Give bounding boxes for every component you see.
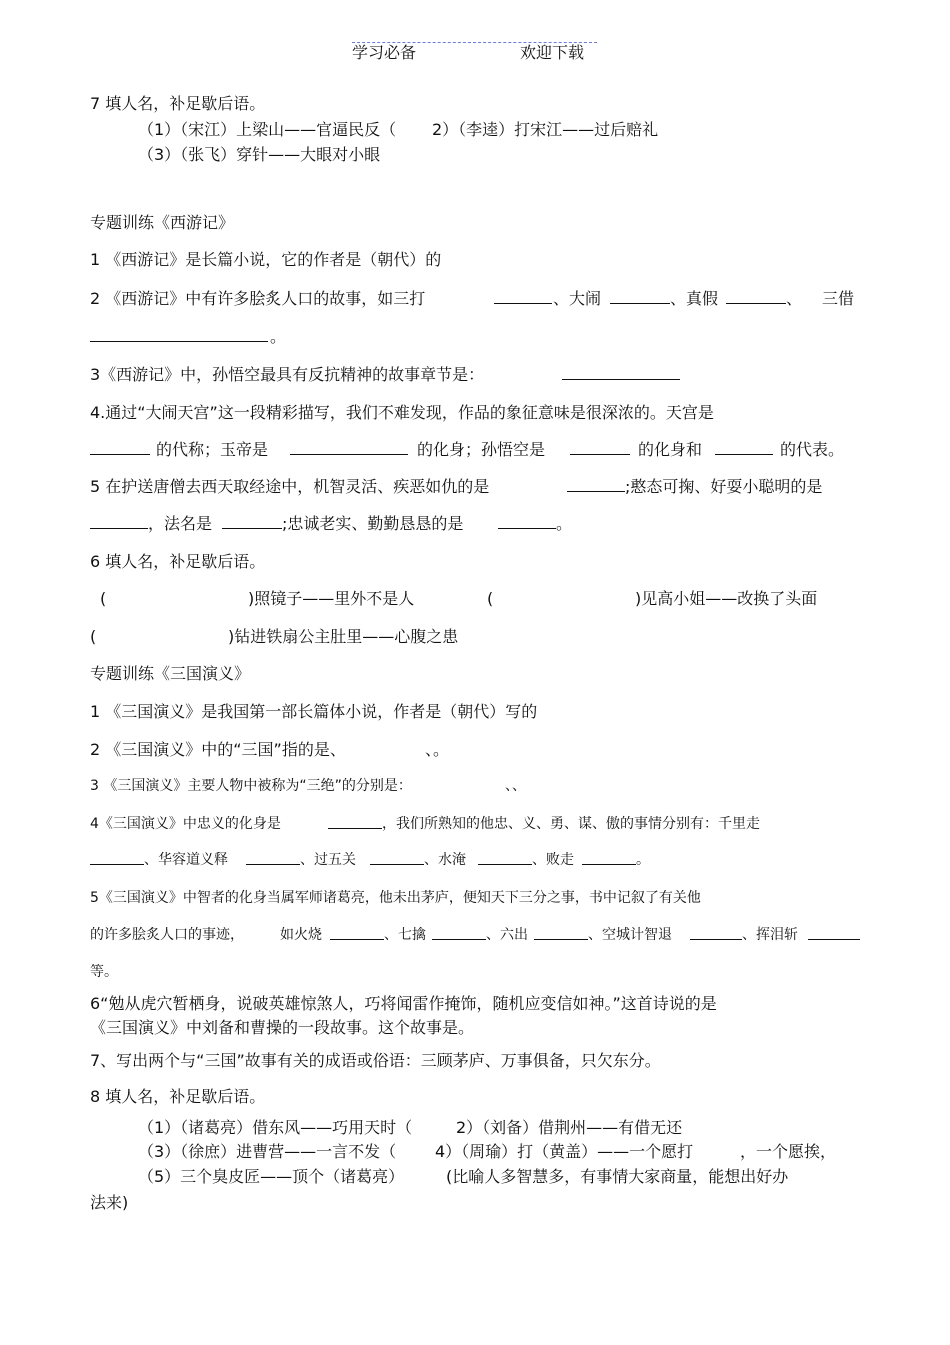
xyj-q5-blank-4 [498,514,556,534]
sg-q5-end: 等。 [90,964,118,980]
xyj-q5-end: 。 [556,514,573,533]
sg-q4-blank-3 [246,850,300,871]
sg-q4-text-3: 、华容道义释 [144,852,228,868]
xyj-q6-paren-2: ( [487,589,494,608]
sg-q8-item-4: 4）（周瑜）打（黄盖）——一个愿打 [435,1142,694,1161]
sg-q8-item-5-end: 法来) [90,1193,129,1212]
section-title-xiyouji: 专题训练《西游记》 [90,213,235,232]
xyj-q2-text-3: 、真假 [670,289,719,308]
xyj-q1: 1 《西游记》是长篇小说，它的作者是（朝代）的 [90,250,442,269]
xyj-q5-blank-3 [222,514,282,534]
sg-q4-text-5: 、水淹 [424,852,466,868]
xyj-q5-text-2: ;憨态可掬、好耍小聪明的是 [625,477,823,496]
xyj-q4-blank-1 [90,440,150,460]
header-right: 欢迎下载 [520,43,585,62]
q7-item-1: （1）（宋江）上梁山——官逼民反（ [138,120,397,139]
sg-q5: 5《三国演义》中智者的化身当属军师诸葛亮，他未出茅庐，便知天下三分之事，书中记叙了有关他 [90,890,701,906]
sg-q8-item-1: （1）（诸葛亮）借东风——巧用天时（ [138,1118,413,1137]
xyj-q2-blank-3 [726,289,786,309]
sg-q5-text-6: 、空城计智退 [588,927,672,943]
q7-item-2: 2）（李逵）打宋江——过后赔礼 [432,120,659,139]
xyj-q2-text-4: 、 [786,289,803,308]
xyj-q6-paren-3: ( [90,627,97,646]
sg-q8-title: 8 填人名，补足歇后语。 [90,1087,266,1106]
sg-q5-text-2: 的许多脍炙人口的事迹， [90,927,244,943]
sg-q3-end: 、、 [505,778,526,794]
xyj-q5: 5 在护送唐僧去西天取经途中，机智灵活、疾恶如仇的是 [90,477,490,496]
xyj-q6-item-2: )见高小姐——改换了头面 [635,589,818,608]
sg-q5-blank-5 [808,925,860,946]
xyj-q6-item-1: )照镜子——里外不是人 [248,589,415,608]
sg-q4: 4《三国演义》中忠义的化身是 [90,816,281,832]
xyj-q2-blank-1 [494,289,552,309]
xyj-q6-title: 6 填人名，补足歇后语。 [90,552,266,571]
q7-item-3: （3）（张飞）穿针——大眼对小眼 [138,145,381,164]
xyj-q4-text-1: 的代称；玉帝是 [156,440,269,459]
sg-q5-text-7: 、挥泪斩 [742,927,798,943]
sg-q7: 7、写出两个与“三国”故事有关的成语或俗语：三顾茅庐、万事俱备，只欠东分。 [90,1051,661,1070]
sg-q6-line-1: 6“勉从虎穴暂栖身，说破英雄惊煞人，巧将闻雷作掩饰，随机应变信如神。”这首诗说的是 [90,994,717,1013]
xyj-q4-blank-2 [290,440,408,460]
section-title-sanguo: 专题训练《三国演义》 [90,664,251,683]
xyj-q4-text-4: 的代表。 [780,440,845,459]
sg-q8-item-3: （3）（徐庶）进曹营——一言不发（ [138,1142,397,1161]
sg-q4-blank-1 [328,814,382,835]
sg-q8-item-5: （5）三个臭皮匠——顶个（诸葛亮） [138,1167,405,1186]
sg-q4-end: 。 [636,852,650,868]
xyj-q6-paren-1: ( [100,589,107,608]
sg-q4-blank-4 [370,850,424,871]
xyj-q4-blank-3 [570,440,630,460]
sg-q4-blank-2 [90,850,144,871]
sg-q5-blank-2 [432,925,486,946]
sg-q3: 3 《三国演义》主要人物中被称为“三绝”的分别是： [90,778,412,794]
xyj-q2-text: 2 《西游记》中有许多脍炙人口的故事，如三打 [90,289,426,308]
xyj-q5-blank-1 [567,477,625,497]
sg-q5-blank-3 [534,925,588,946]
sg-q4-blank-6 [582,850,636,871]
sg-q4-text-2: ，我们所熟知的他忠、义、勇、谋、傲的事情分别有：千里走 [382,816,760,832]
xyj-q5-blank-2 [90,514,148,534]
xyj-q2-text-2: 、大闹 [553,289,602,308]
sg-q5-text-4: 、七擒 [384,927,426,943]
xyj-q2-text-5: 三借 [822,289,855,308]
xyj-q3-blank [562,365,680,385]
xyj-q4: 4.通过“大闹天宫”这一段精彩描写，我们不难发现，作品的象征意味是很深浓的。天宫是 [90,403,714,422]
sg-q1: 1 《三国演义》是我国第一部长篇体小说，作者是（朝代）写的 [90,702,538,721]
sg-q4-blank-5 [478,850,532,871]
sg-q5-text-3: 如火烧 [280,927,322,943]
sg-q2: 2 《三国演义》中的“三国”指的是、 [90,740,346,759]
xyj-q4-text-2: 的化身；孙悟空是 [417,440,546,459]
xyj-q6-item-3: )钻进铁扇公主肚里——心腹之患 [228,627,459,646]
sg-q5-blank-4 [690,925,742,946]
question-7-title: 7 填人名，补足歇后语。 [90,94,266,113]
xyj-q5-text-3: ，法名是 [148,514,213,533]
sg-q8-item-4b: ，一个愿挨， [740,1142,837,1161]
sg-q4-text-6: 、败走 [532,852,574,868]
sg-q6-line-2: 《三国演义》中刘备和曹操的一段故事。这个故事是。 [90,1018,475,1037]
page-header [352,42,597,62]
sg-q2-end: 、。 [425,740,450,759]
xyj-q2-blank-2 [610,289,670,309]
sg-q5-text-5: 、六出 [486,927,528,943]
sg-q5-blank-1 [330,925,384,946]
xyj-q2-blank-4 [90,327,268,347]
xyj-q3: 3《西游记》中，孙悟空最具有反抗精神的故事章节是： [90,365,485,384]
sg-q8-item-5-note: (比喻人多智慧多，有事情大家商量，能想出好办 [446,1167,789,1186]
header-left: 学习必备 [352,43,417,62]
sg-q4-text-4: 、过五关 [300,852,356,868]
xyj-q4-blank-4 [715,440,773,460]
xyj-q4-text-3: 的化身和 [638,440,703,459]
xyj-q5-text-4: ;忠诚老实、勤勤恳恳的是 [282,514,464,533]
sg-q8-item-2: 2）（刘备）借荆州——有借无还 [456,1118,683,1137]
xyj-q2-end: 。 [270,327,287,346]
